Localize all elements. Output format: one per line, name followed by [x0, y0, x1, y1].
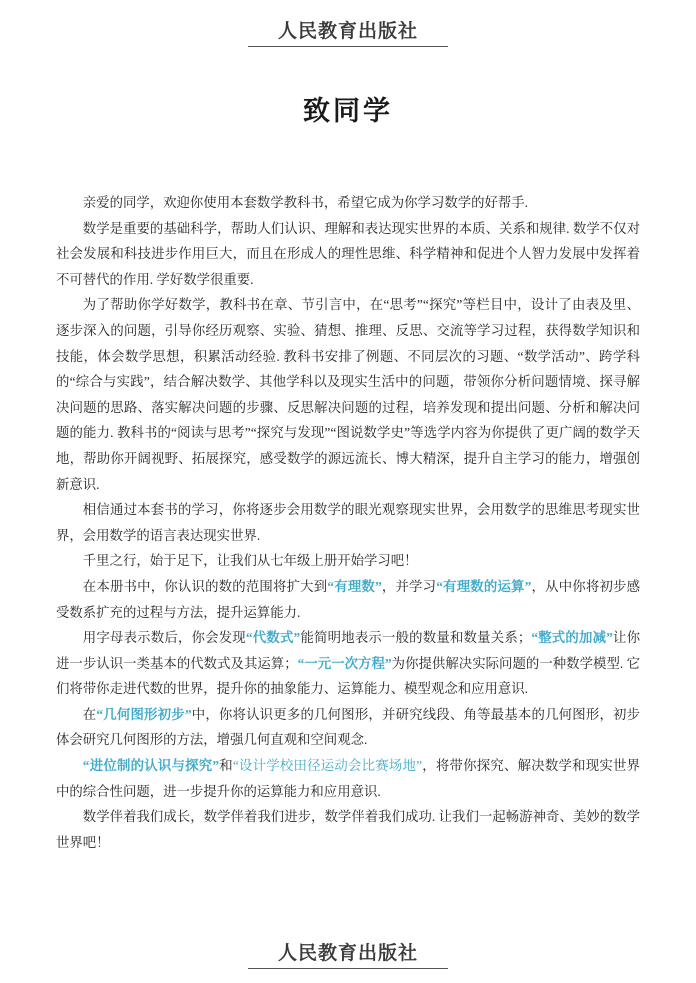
- paragraph: [56, 574, 640, 625]
- highlighted-term: “代数式”: [245, 630, 301, 646]
- text-run: 为你提供解决实际问题的一种数学模型. 它们将带你走进代数的世界，提升你的抽象能力、运算能力、模型观念和应用意识.: [56, 655, 640, 697]
- logo-underline-top: [248, 46, 448, 47]
- document-body: [56, 190, 640, 855]
- paragraph: [56, 753, 640, 804]
- text-run: ，将带你探究、解决数学和现实世界中的综合性问题，进一步提升你的运算能力和应用意识.: [56, 758, 641, 799]
- highlighted-term: “一元一次方程”: [297, 655, 392, 671]
- publisher-name-bottom: 人民教育出版社: [277, 942, 418, 964]
- paragraph: [56, 625, 640, 702]
- text-run: ，并学习: [381, 578, 437, 594]
- paragraph: [56, 190, 640, 216]
- text-run: 在: [82, 706, 97, 722]
- paragraph: [56, 216, 640, 293]
- text-run: ，从中你将初步感受数系扩充的过程与方法，提升运算能力.: [56, 578, 641, 620]
- text-run: 让你进一步认识一类基本的代数式及其运算；: [56, 630, 641, 671]
- text-run: 中，你将认识更多的几何图形，并研究线段、角等最基本的几何图形，初步体会研究几何图形的方法，增强几何直观和空间观念.: [56, 706, 641, 748]
- text-run: 亲爱的同学，欢迎你使用本套数学教科书，希望它成为你学习数学的好帮手.: [82, 195, 529, 210]
- paragraph: [56, 548, 640, 574]
- paragraph: [56, 292, 640, 497]
- paragraph: [56, 702, 640, 753]
- text-run: 数学伴着我们成长，数学伴着我们进步，数学伴着我们成功. 让我们一起畅游神奇、美妙的数学世界吧！: [56, 809, 640, 850]
- highlighted-term: “整式的加减”: [531, 630, 613, 646]
- highlighted-term: “有理数”: [327, 578, 382, 594]
- highlighted-term: “几何图形初步”: [96, 706, 192, 722]
- highlighted-term: “有理数的运算”: [436, 578, 532, 594]
- text-run: 相信通过本套书的学习，你将逐步会用数学的眼光观察现实世界，会用数学的思维思考现实世界，会用数学的语言表达现实世界.: [56, 502, 640, 543]
- highlighted-term: “进位制的认识与探究”: [82, 758, 220, 774]
- publisher-name: 人民教育出版社: [277, 20, 418, 42]
- logo-underline-bottom: [248, 968, 448, 969]
- text-run: 用字母表示数后，你会发现: [82, 630, 246, 646]
- publisher-logo-top: [0, 0, 696, 47]
- text-run: 和: [219, 758, 233, 774]
- paragraph: [56, 804, 640, 855]
- text-run: 能简明地表示一般的数量和数量关系；: [300, 630, 532, 646]
- text-run: 在本册书中，你认识的数的范围将扩大到: [82, 578, 328, 594]
- text-run: 为了帮助你学好数学，教科书在章、节引言中，在“思考”“探究”等栏目中，设计了由表及里、逐步深入的问题，引导你经历观察、实验、猜想、推理、反思、交流等学习过程，获得数学知识和技能，体会数学思想，积累活动经验. 教科书安排了例题、不同层次的习题、“数学活动”、跨学科的“综合与实践”，结合解决数学、其他学科以及现实生活中的问题，带领你分析问题情境、探寻解决问题的思路、落实解决问题的步骤、反思解决问题的过程，培养发现和提出问题、分析和解决问题的能力. 教科书的“阅读与思考”“探究与发现”“图说数学史”等选学内容为你提供了更广阔的数学天地，帮助你开阔视野、拓展探究，感受数学的源远流长、博大精深，提升自主学习的能力，增强创新意识.: [56, 297, 640, 492]
- text-run: 千里之行，始于足下，让我们从七年级上册开始学习吧！: [82, 553, 418, 569]
- paragraph: [56, 497, 640, 548]
- publisher-logo-bottom: [0, 924, 696, 969]
- highlighted-term: “设计学校田径运动会比赛场地”: [232, 758, 423, 774]
- page-title: 致同学: [303, 96, 393, 127]
- text-run: 数学是重要的基础科学，帮助人们认识、理解和表达现实世界的本质、关系和规律. 数学不仅对社会发展和科技进步作用巨大，而且在形成人的理性思维、科学精神和促进个人智力发展中发挥着不可替代的作用. 学好数学很重要.: [56, 220, 640, 287]
